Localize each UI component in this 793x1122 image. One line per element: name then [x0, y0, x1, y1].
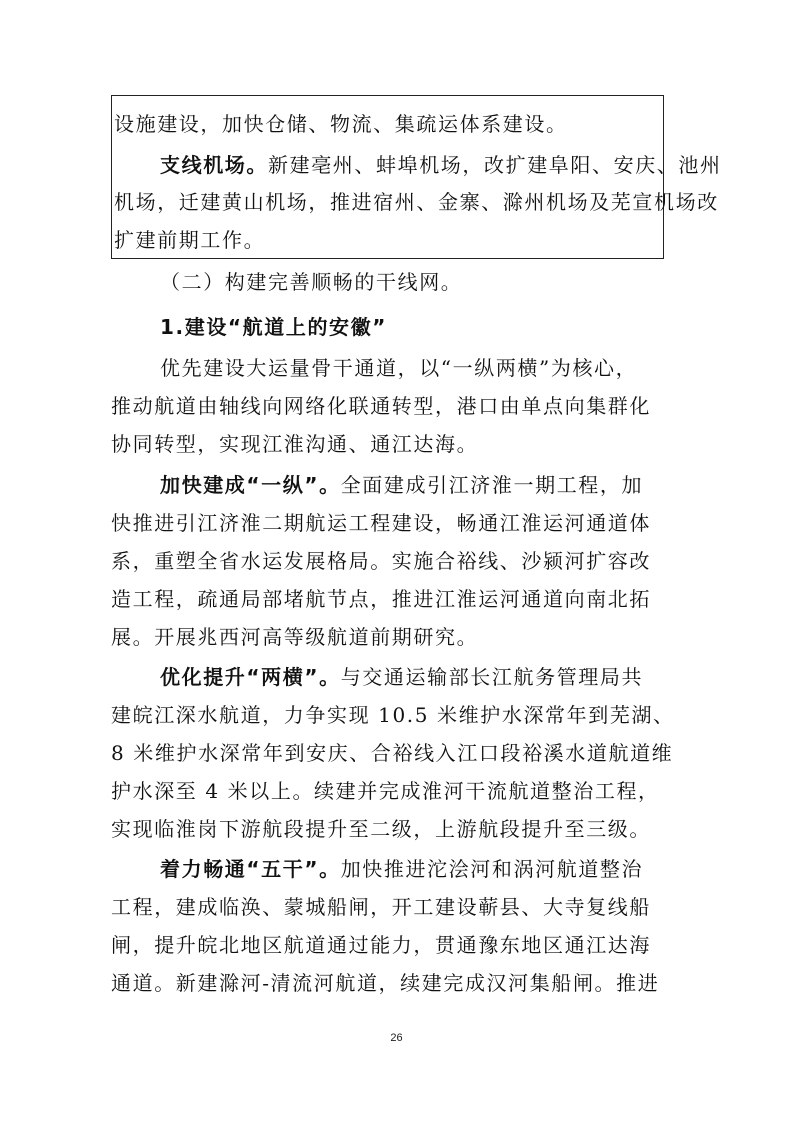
lianghen-line-4: 护水深至 4 米以上。续建并完成淮河干流航道整治工程，: [111, 779, 660, 803]
box-paragraph-branch-airports: [160, 153, 722, 177]
sub-heading: 1.建设“航道上的安徽”: [160, 315, 388, 339]
wugan-first-line: [160, 857, 643, 881]
intro-line-1: 优先建设大运量骨干通道，以“一纵两横”为核心，: [160, 356, 638, 380]
branch-airports-text: 新建亳州、蚌埠机场，改扩建阜阳、安庆、池州: [268, 153, 722, 177]
yizong-line-4: 造工程，疏通局部堵航节点，推进江淮运河通道向南北拓: [111, 587, 651, 611]
lianghen-first-text: 与交通运输部长江航务管理局共: [340, 665, 644, 689]
yizong-first-text: 全面建成引江济淮一期工程，加: [340, 473, 644, 497]
intro-line-2: 推动航道由轴线向网络化联通转型，港口由单点向集群化: [111, 394, 651, 418]
lianghen-heading: 优化提升“两横”。: [160, 665, 341, 689]
box-line-1: 设施建设，加快仓储、物流、集疏运体系建设。: [114, 112, 568, 136]
box-line-3: 机场，迁建黄山机场，推进宿州、金寨、滁州机场及芜宣机场改: [114, 190, 719, 214]
yizong-heading: 加快建成“一纵”。: [160, 473, 341, 497]
box-line-4: 扩建前期工作。: [114, 228, 266, 252]
page-number: 26: [390, 1032, 403, 1044]
wugan-first-text: 加快推进沱浍河和涡河航道整治: [340, 857, 644, 881]
wugan-heading: 着力畅通“五干”。: [160, 857, 341, 881]
lianghen-line-3: 8 米维护水深常年到安庆、合裕线入江口段裕溪水道航道维: [111, 741, 674, 765]
lianghen-line-5: 实现临淮岗下游航段提升至二级，上游航段提升至三级。: [111, 817, 651, 841]
wugan-line-4: 通道。新建滁河-清流河航道，续建完成汉河集船闸。推进: [111, 971, 660, 995]
section-heading: （二）构建完善顺畅的干线网。: [160, 270, 463, 294]
yizong-first-line: [160, 473, 643, 497]
wugan-line-2: 工程，建成临涣、蒙城船闸，开工建设蕲县、大寺复线船: [111, 895, 651, 919]
lianghen-first-line: [160, 665, 643, 689]
yizong-line-3: 系，重塑全省水运发展格局。实施合裕线、沙颍河扩容改: [111, 549, 651, 573]
wugan-line-3: 闸，提升皖北地区航道通过能力，贯通豫东地区通江达海: [111, 933, 651, 957]
yizong-line-2: 快推进引江济淮二期航运工程建设，畅通江淮运河通道体: [111, 511, 651, 535]
yizong-line-5: 展。开展兆西河高等级航道前期研究。: [111, 625, 479, 649]
lianghen-line-2: 建皖江深水航道，力争实现 10.5 米维护水深常年到芜湖、: [111, 703, 675, 727]
branch-airports-heading: 支线机场。: [160, 153, 268, 177]
intro-line-3: 协同转型，实现江淮沟通、通江达海。: [111, 432, 479, 456]
